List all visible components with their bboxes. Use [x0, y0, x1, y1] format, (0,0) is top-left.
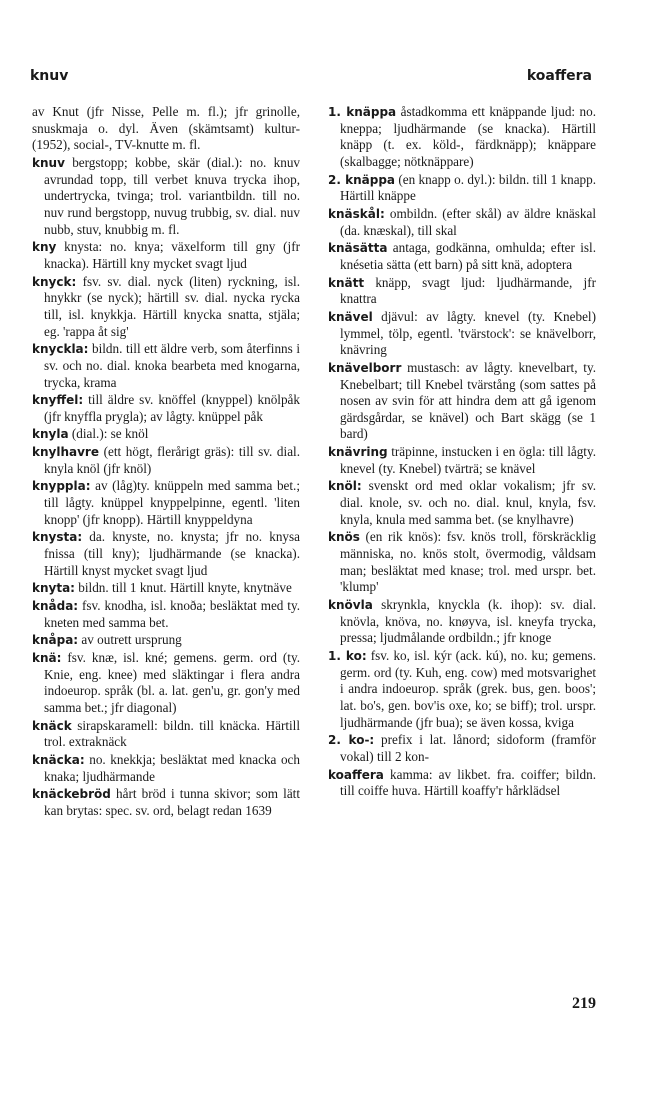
dictionary-entry	[328, 240, 596, 273]
dictionary-entry	[328, 648, 596, 731]
entry-headword: 2. knäppa	[328, 172, 396, 187]
entry-headword: knyta:	[32, 581, 75, 596]
entry-headword: knyckla:	[32, 342, 89, 357]
entry-text: fsv. knæ, isl. kné; gemens. germ. ord (ty. Knie, eng. knee) med släktingar i flera andra indoeurop. språk (bl. a. lat. gen'u, gr. gon'y med samma bet.; jfr diagonal)	[44, 650, 300, 715]
dictionary-entry	[328, 172, 596, 205]
entry-text: hårt bröd i tunna skivor; som lätt kan brytas: spec. sv. ord, belagt redan 1639	[44, 786, 301, 818]
entry-text: bildn. till 1 knut. Härtill knyte, knytnäve	[78, 580, 292, 596]
entry-headword: knös	[328, 530, 360, 545]
dictionary-entry	[328, 104, 596, 171]
dictionary-entry	[32, 274, 300, 341]
dictionary-entry	[328, 444, 596, 477]
dictionary-entry	[328, 275, 596, 308]
dictionary-entry	[32, 752, 300, 785]
dictionary-entry	[32, 392, 300, 425]
dictionary-entry	[328, 360, 596, 443]
entry-text: fsv. sv. dial. nyck (liten) ryckning, isl. hnykkr (se nyck); härtill sv. dial. nycka rycka till, isl. knykkja. Härtill knycka snatta, stjäla; eg. 'rappa åt sig'	[44, 273, 300, 339]
dictionary-entry	[32, 341, 300, 391]
entry-text: åstadkomma ett knäppande ljud: no. kneppa; ljudhärmande (se knacka). Härtill knäpp (t. ex. köld-, färdknäpp); knäppare (skalbagge; nötknäppare)	[340, 104, 597, 169]
entry-headword: knäskål:	[328, 206, 385, 221]
dictionary-entry	[328, 767, 596, 800]
dictionary-entry	[32, 239, 300, 272]
entry-text: av Knut (jfr Nisse, Pelle m. fl.); jfr grinolle, snuskmaja o. dyl. Även (skämtsamt) kultur- (1952), social-, TV-knutte m. fl.	[32, 104, 300, 153]
header-left-guide-word: knuv	[30, 68, 69, 84]
entry-headword: knysta:	[32, 530, 83, 545]
entry-text: skrynkla, knyckla (k. ihop): sv. dial. knövla, knöva, no. knøyva, isl. kneyfa trycka, pressa; ljudmålande ordbildn.; jfr knoge	[340, 597, 597, 646]
entry-text: knysta: no. knya; växelform till gny (jfr knacka). Härtill kny mycket svagt ljud	[44, 239, 300, 271]
dictionary-entry	[32, 478, 300, 528]
entry-text: no. knekkja; besläktat med knacka och knaka; ljudhärmande	[44, 751, 300, 784]
dictionary-entry	[32, 529, 300, 579]
entry-headword: knyck:	[32, 274, 77, 289]
entry-text: (en rik knös): fsv. knös troll, förskräcklig människa, no. knös stolt, övermodig, våldsam man; besläktat med knase; trol. med urspr. bet. 'klump'	[340, 529, 596, 595]
entry-text: (en knapp o. dyl.): bildn. till 1 knapp. Härtill knäppe	[340, 171, 597, 204]
entry-headword: knä:	[32, 651, 62, 665]
entry-text: fsv. ko, isl. kýr (ack. kú), no. ku; gemens. germ. ord (ty. Kuh, eng. cow) med motsvarighet i andra indoeurop. språk (grek. bus, gen. boos'; lat. bo's, gen. bov'is oxe, ko; se biff); trol. urspr. ljudhärmande (jfr bua); se även kossa, kviga	[340, 648, 596, 730]
entry-headword: knävelborr	[328, 360, 402, 375]
entry-text: träpinne, instucken i en ögla: till lågty. knevel (ty. Knebel) tvärträ; se knävel	[340, 444, 597, 476]
entry-headword: knyla	[32, 427, 69, 442]
entry-text: djävul: av lågty. knevel (ty. Knebel) lymmel, tölp, egentl. 'tvärstock': se knävelborr, knävring	[340, 308, 596, 358]
entry-headword: knävel	[328, 309, 373, 324]
entry-headword: kny	[32, 240, 57, 255]
dictionary-entry	[328, 529, 596, 596]
entry-headword: koaffera	[328, 767, 384, 782]
entry-headword: knöl:	[328, 479, 362, 494]
entry-headword: knäsätta	[328, 241, 388, 256]
entry-headword: knäcka:	[32, 752, 85, 767]
dictionary-entry	[328, 478, 596, 528]
entry-text: till äldre sv. knöffel (knyppel) knölpåk (jfr knyffla prygla); av lågty. knüppel påk	[44, 392, 300, 424]
entry-text: fsv. knodha, isl. knoða; besläktat med ty. kneten med samma bet.	[44, 598, 300, 630]
entry-text: antaga, godkänna, omhulda; efter isl. knésetia sätta (ett barn) på sitt knä, adoptera	[340, 240, 596, 272]
entry-text: kamma: av likbet. fra. coiffer; bildn. till coiffe huva. Härtill koaffy'r hårklädsel	[340, 766, 597, 799]
entry-text: av outrett ursprung	[81, 632, 182, 648]
entry-headword: knyffel:	[32, 393, 84, 408]
dictionary-entry	[328, 206, 596, 239]
entry-text: mustasch: av lågty. knevelbart, ty. Knebelbart; till Knebel tvärstång (som sattes på nosen av svin för att hindra dem att gå igenom gärdsgårdar, se knävel) och Bart skägg (se 1 bard)	[340, 359, 596, 442]
dictionary-entry	[32, 632, 300, 649]
entry-headword: 1. knäppa	[328, 105, 397, 119]
entry-text: ombildn. (efter skål) av äldre knäskal (da. knæskal), till skal	[340, 205, 596, 238]
dictionary-entry	[32, 444, 300, 477]
entry-headword: 2. ko-:	[328, 733, 375, 748]
header-right-guide-word: koaffera	[526, 68, 592, 84]
dictionary-entry	[32, 426, 300, 443]
entry-text: sirapskaramell: bildn. till knäcka. Härtill trol. extraknäck	[44, 717, 301, 750]
dictionary-entry	[328, 732, 596, 765]
entry-text: (ett högt, flerårigt gräs): till sv. dial. knyla knöl (jfr knöl)	[44, 444, 301, 476]
page-number: 219	[572, 995, 596, 1012]
dictionary-entry	[328, 309, 596, 359]
entry-headword: knäck	[32, 718, 72, 733]
entry-headword: knåpa:	[32, 633, 79, 648]
dictionary-entry	[32, 650, 300, 717]
entry-text: (dial.): se knöl	[71, 426, 149, 442]
entry-headword: knäckebröd	[32, 787, 111, 802]
entry-headword: knuv	[32, 155, 65, 170]
entry-text: svenskt ord med oklar vokalism; jfr sv. dial. knole, sv. och no. dial. knul, knyla, fsv. knyla, knula med samma bet. (se knylhavre)	[340, 478, 596, 527]
right-column	[328, 104, 596, 801]
entry-text: knäpp, svagt ljud: ljudhärmande, jfr knattra	[340, 274, 597, 307]
dictionary-entry	[32, 598, 300, 631]
entry-headword: knåda:	[32, 599, 79, 614]
entry-headword: knyppla:	[32, 479, 91, 494]
dictionary-entry	[328, 597, 596, 647]
entry-headword: knätt	[328, 275, 365, 290]
entry-headword: 1. ko:	[328, 649, 367, 663]
dictionary-entry	[32, 104, 300, 154]
entry-headword: knylhavre	[32, 445, 99, 460]
left-column	[32, 104, 300, 821]
entry-text: prefix i lat. lånord; sidoform (framför vokal) till 2 kon-	[340, 732, 596, 764]
entry-text: av (låg)ty. knüppeln med samma bet.; till lågty. knüppel knyppelpinne, egentl. 'liten knopp' (jfr knopp). Härtill knyppeldyna	[44, 478, 301, 527]
dictionary-entry	[32, 786, 300, 819]
dictionary-entry	[32, 718, 300, 751]
entry-text: bildn. till ett äldre verb, som återfinns i sv. och no. dial. knoka bearbeta med knogarna, trycka, krama	[44, 341, 300, 390]
dictionary-entry	[32, 580, 300, 597]
entry-headword: knävring	[328, 445, 388, 460]
dictionary-entry	[32, 155, 300, 238]
entry-text: bergstopp; kobbe, skär (dial.): no. knuv avrundad topp, till verbet knuva trycka ihop, undertrycka, tvinga; trol. variantbildn. till no. nuv rund bergstopp, nuvug trubbig, sv. dial. nuv nubb, stuv, knubbig m. fl.	[44, 154, 301, 237]
entry-text: da. knyste, no. knysta; jfr no. knysa fnissa (till kny); ljudhärmande (se knacka). Härtill knyst mycket svagt ljud	[44, 529, 301, 578]
entry-headword: knövla	[328, 598, 373, 613]
